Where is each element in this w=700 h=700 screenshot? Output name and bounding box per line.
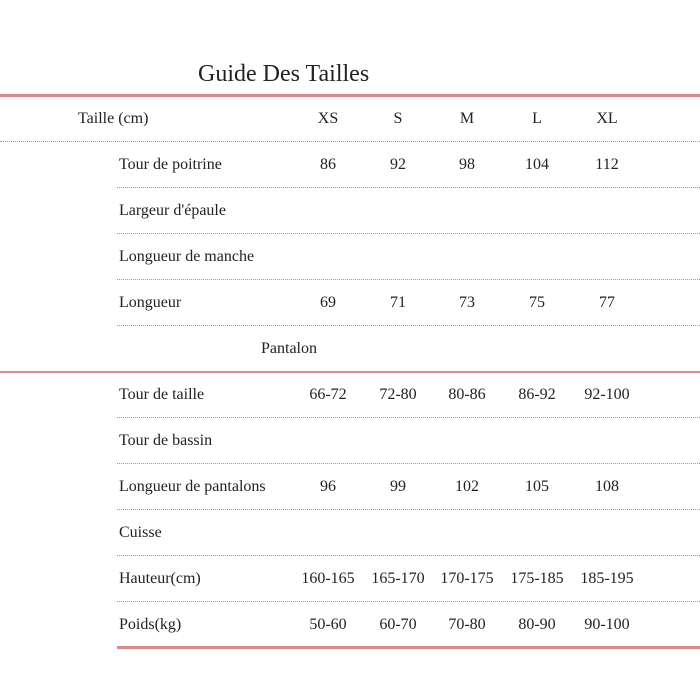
value-l: 75 bbox=[529, 294, 545, 311]
row-label: Longueur bbox=[119, 294, 182, 311]
value-s: 72-80 bbox=[379, 386, 417, 403]
value-xs: 96 bbox=[320, 478, 336, 495]
title-underline bbox=[0, 94, 700, 97]
value-xl: 112 bbox=[595, 156, 619, 173]
value-s: 92 bbox=[390, 156, 406, 173]
row-separator bbox=[117, 233, 700, 234]
value-xs: 160-165 bbox=[301, 570, 355, 587]
section-label: Pantalon bbox=[261, 340, 317, 357]
value-m: 170-175 bbox=[440, 570, 494, 587]
header-label: Taille (cm) bbox=[78, 110, 149, 127]
table-row bbox=[0, 429, 700, 453]
value-l: 86-92 bbox=[518, 386, 556, 403]
table-row bbox=[0, 153, 700, 177]
header-row bbox=[0, 107, 700, 131]
table-row bbox=[0, 567, 700, 591]
value-s: 60-70 bbox=[379, 616, 417, 633]
header-separator bbox=[0, 141, 700, 142]
row-separator bbox=[117, 509, 700, 510]
section-divider bbox=[0, 371, 700, 373]
value-m: 102 bbox=[455, 478, 479, 495]
section-row bbox=[0, 337, 700, 361]
row-label: Hauteur(cm) bbox=[119, 570, 201, 587]
value-xl: 77 bbox=[599, 294, 615, 311]
value-xs: 86 bbox=[320, 156, 336, 173]
value-xl: 185-195 bbox=[580, 570, 634, 587]
table-row bbox=[0, 199, 700, 223]
value-m: 70-80 bbox=[448, 616, 486, 633]
row-separator bbox=[117, 279, 700, 280]
table-row bbox=[0, 383, 700, 407]
value-l: 80-90 bbox=[518, 616, 556, 633]
row-separator bbox=[117, 417, 700, 418]
value-xs: 66-72 bbox=[309, 386, 347, 403]
size-s: S bbox=[393, 110, 403, 127]
value-xs: 69 bbox=[320, 294, 336, 311]
row-label: Tour de taille bbox=[119, 386, 205, 403]
table-row bbox=[0, 291, 700, 315]
value-s: 165-170 bbox=[371, 570, 425, 587]
table-row bbox=[0, 245, 700, 269]
value-m: 80-86 bbox=[448, 386, 486, 403]
value-l: 105 bbox=[525, 478, 549, 495]
table-row bbox=[0, 475, 700, 499]
row-separator bbox=[117, 601, 700, 602]
row-label: Poids(kg) bbox=[119, 616, 182, 633]
value-l: 104 bbox=[525, 156, 549, 173]
size-xs: XS bbox=[317, 110, 339, 127]
row-label: Longueur de manche bbox=[119, 248, 255, 265]
row-label: Tour de bassin bbox=[119, 432, 213, 449]
size-xl: XL bbox=[596, 110, 618, 127]
size-l: L bbox=[532, 110, 542, 127]
value-xs: 50-60 bbox=[309, 616, 347, 633]
value-xl: 92-100 bbox=[584, 386, 630, 403]
value-xl: 108 bbox=[595, 478, 619, 495]
row-separator bbox=[117, 325, 700, 326]
size-m: M bbox=[459, 110, 475, 127]
table-bottom-line bbox=[117, 646, 700, 649]
row-separator bbox=[117, 463, 700, 464]
row-label: Longueur de pantalons bbox=[119, 478, 266, 495]
page-title: Guide Des Tailles bbox=[198, 61, 370, 87]
value-m: 98 bbox=[459, 156, 475, 173]
value-l: 175-185 bbox=[510, 570, 564, 587]
value-s: 99 bbox=[390, 478, 406, 495]
table-row bbox=[0, 521, 700, 545]
value-s: 71 bbox=[390, 294, 406, 311]
value-m: 73 bbox=[459, 294, 475, 311]
row-label: Tour de poitrine bbox=[119, 156, 222, 173]
row-separator bbox=[117, 187, 700, 188]
row-separator bbox=[117, 555, 700, 556]
row-label: Cuisse bbox=[119, 524, 162, 541]
row-label: Largeur d'épaule bbox=[119, 202, 226, 219]
value-xl: 90-100 bbox=[584, 616, 630, 633]
table-row bbox=[0, 613, 700, 637]
